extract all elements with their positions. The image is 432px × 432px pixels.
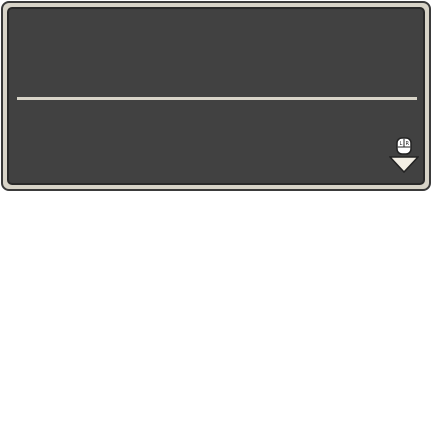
dialog-frame [0, 0, 432, 192]
down-arrow-icon [390, 157, 418, 172]
dialog-divider [17, 97, 417, 100]
advance-indicator[interactable] [389, 137, 419, 179]
advance-indicator-graphic [389, 137, 419, 179]
dialog-bottom-text [23, 109, 383, 169]
dialog-box[interactable] [1, 1, 431, 191]
dialog-panel [7, 7, 425, 185]
mouse-left-label: L [399, 141, 403, 147]
dialog-top-text [23, 21, 409, 91]
mouse-lr-icon [397, 138, 411, 154]
mouse-right-label: R [405, 141, 409, 147]
